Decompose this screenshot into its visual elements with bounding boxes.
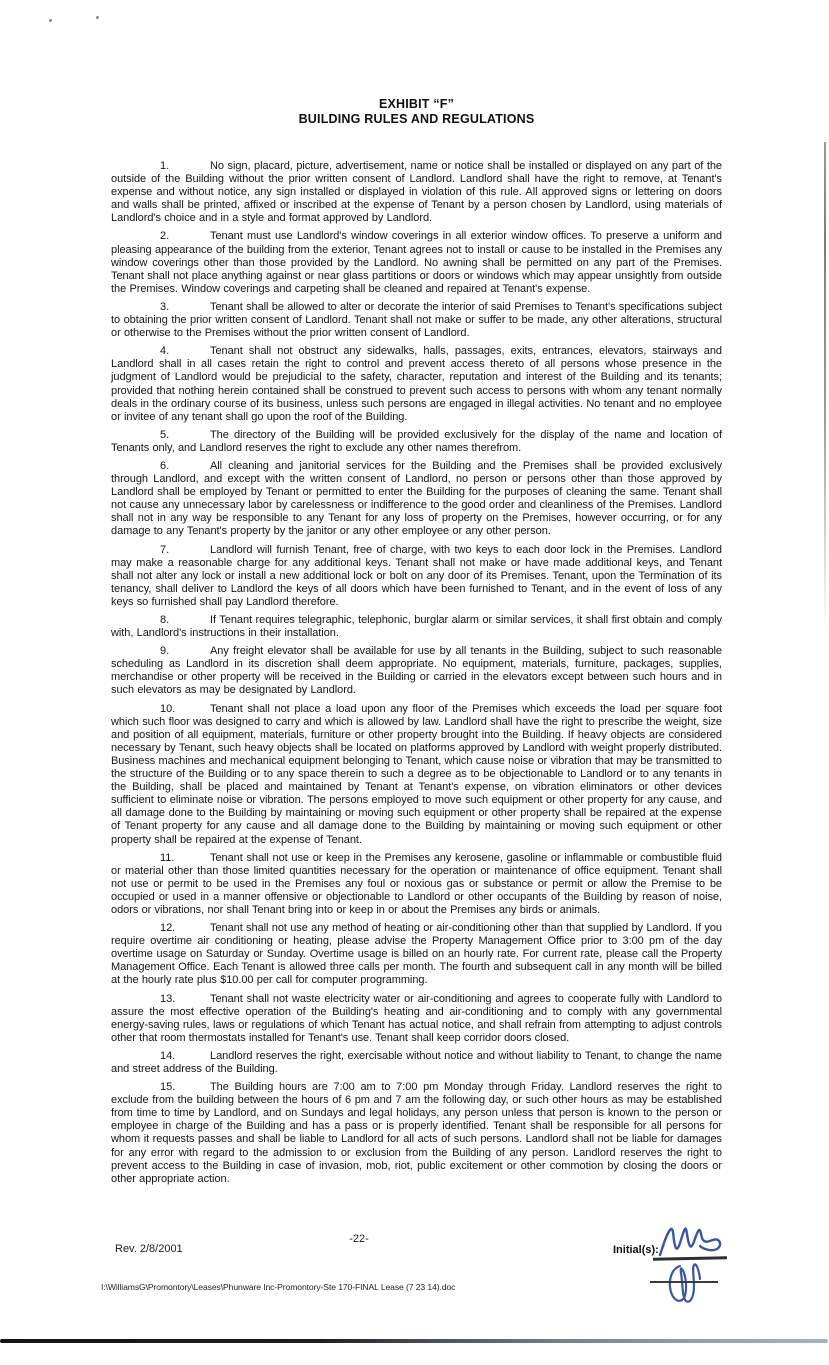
paragraph-text: The Building hours are 7:00 am to 7:00 pm Monday through Friday. Landlord reserves the right to exclude from the building between the hours of 6 pm and 7 am the following day, or such other hours as may be established from time to time by Landlord, and on Sundays and legal holidays, any person unless that person is known to the person or employee in charge of the Building and has a pass or is properly identified. Tenant shall be responsible for all persons for whom it requests passes and shall be liable to Landlord for all acts of such persons. Landlord shall not be liable for damages for any error with regard to the admission to or exclusion from the Building of any person. Landlord reserves the right to prevent access to the Building in case of invasion, mob, riot, public excitement or other commotion by closing the doors or other appropriate action.: [111, 1081, 722, 1185]
paragraph-text: Tenant shall be allowed to alter or decorate the interior of said Premises to Tenant's specifications subject to obtaining the prior written consent of Landlord. Tenant shall not make or suffer to be made, any other alterations, structural or otherwise to the Premises without the prior written consent of Landlord.: [111, 300, 722, 340]
paragraph-number: 10.: [160, 702, 176, 715]
paragraph-text: No sign, placard, picture, advertisement, name or notice shall be installed or displayed on any part of the outside of the Building without the prior written consent of Landlord. Landlord shall have the right to remove, at Tenant's expense and without notice, any sign installed or displayed in violation of this rule. All approved signs or lettering on doors and walls shall be printed, affixed or inscribed at the expense of Tenant by a person chosen by Landlord, using materials of Landlord's choice and in a style and format approved by Landlord.: [111, 160, 722, 225]
rule-paragraph-4: [111, 345, 722, 424]
paragraph-number: 3.: [160, 300, 170, 313]
paragraph-text: Tenant shall not obstruct any sidewalks, halls, passages, exits, entrances, elevators, stairways and Landlord shall in all cases retain the right to control and prevent access thereto of all persons whose presence in the judgment of Landlord would be prejudicial to the safety, character, reputation and interest of the Building and its tenants; provided that nothing herein contained shall be construed to prevent such access to persons with whom any tenant normally deals in the ordinary course of its business, unless such persons are engaged in illegal activities. No tenant and no employee or invitee of any tenant shall go upon the roof of the Building.: [111, 345, 722, 423]
document-file-path: I:\WilliamsG\Promontory\Leases\Phunware Inc-Promontory-Ste 170-FINAL Lease (7 23 14).doc: [101, 1282, 456, 1292]
rule-paragraph-6: [111, 460, 722, 539]
paragraph-number: 14.: [160, 1049, 176, 1062]
rule-paragraph-14: [111, 1050, 722, 1076]
scan-bottom-line-artifact: [0, 1339, 828, 1343]
initials-signature-1: [657, 1224, 725, 1258]
paragraph-text: If Tenant requires telegraphic, telephonic, burglar alarm or similar services, it shall first obtain and comply with, Landlord's instructions in their installation.: [111, 614, 722, 640]
rule-paragraph-12: [111, 922, 722, 987]
paragraph-text: The directory of the Building will be provided exclusively for the display of the name and location of Tenants only, and Landlord reserves the right to exclude any other names therefrom.: [111, 428, 722, 454]
rule-paragraph-2: [111, 230, 722, 295]
paragraph-number: 6.: [160, 459, 170, 472]
paragraph-number: 9.: [160, 645, 170, 658]
rule-paragraph-9: [111, 645, 722, 697]
rule-paragraph-1: [111, 160, 722, 225]
document-title: [111, 97, 722, 127]
paragraph-text: All cleaning and janitorial services for the Building and the Premises shall be provided exclusively through Landlord, and except with the written consent of Landlord, no person or persons other than those approved by Landlord shall be employed by Tenant or permitted to enter the Building for the purposes of cleaning the same. Tenant shall not cause any unnecessary labor by carelessness or indifference to the good order and cleanliness of the Premises. Landlord shall not in any way be responsible to any Tenant for any loss of property on the Premises, however occurring, or for any damage to any Tenant's property by the janitor or any other employee or any other person.: [111, 459, 722, 538]
paragraph-number: 8.: [160, 614, 170, 626]
initials-signature-2: [662, 1260, 708, 1306]
paragraph-number: 5.: [160, 428, 170, 441]
page-number: -22-: [349, 1233, 369, 1245]
rule-paragraph-7: [111, 544, 722, 609]
paragraph-text: Any freight elevator shall be available for use by all tenants in the Building, subject to such reasonable scheduling as Landlord in its discretion shall deem appropriate. No equipment, materials, furniture, packages, supplies, merchandise or other property will be received in the Building or carried in the elevators except between such hours and in such elevators as may be designated by Landlord.: [111, 645, 722, 697]
exhibit-title: EXHIBIT “F”: [378, 97, 455, 111]
rule-paragraph-10: [111, 703, 722, 847]
document-body: [111, 97, 722, 1191]
paragraph-text: Tenant shall not use any method of heating or air-conditioning other than that supplied by Landlord. If you require overtime air conditioning or heating, please advise the Property Management Office prior to 3:00 pm of the day overtime usage on Saturday or Sunday. Overtime usage is billed on an hourly rate. For current rate, please call the Property Management Office. Each Tenant is allowed three calls per month. The fourth and subsequent call in any month will be billed at the hourly rate plus $10.00 per call for computer programming.: [111, 922, 722, 987]
paragraph-number: 11.: [160, 851, 175, 864]
paragraph-text: Tenant shall not place a load upon any floor of the Premises which exceeds the load per square foot which such floor was designed to carry and which is allowed by law. Landlord shall have the right to prescribe the weight, size and position of all equipment, materials, furniture or other property brought into the Building. If heavy objects are considered necessary by Tenant, such heavy objects shall be located on platforms approved by Landlord with weight properly distributed. Business machines and mechanical equipment belonging to Tenant, which cause noise or vibration that may be transmitted to the structure of the Building or to any space therein to such a degree as to be objectionable to Landlord or to any tenants in the Building, shall be placed and maintained by Tenant at Tenant's expense, on vibration eliminators or other devices sufficient to eliminate noise or vibration. The persons employed to move such equipment or other property for any cause, and all damage done to the Building by maintaining or moving such equipment or other property shall be repaired at the expense of Tenant property for any cause and all damage done to the Building by maintaining or moving such equipment or other property shall be repaired at the expense of Tenant.: [111, 702, 722, 846]
revision-date: Rev. 2/8/2001: [115, 1243, 183, 1255]
paragraph-number: 15.: [160, 1081, 176, 1094]
initials-block: [645, 1222, 745, 1312]
rule-paragraph-13: [111, 993, 722, 1045]
rules-list: [111, 160, 722, 1186]
paragraph-number: 1.: [160, 160, 170, 172]
paragraph-number: 4.: [160, 345, 170, 358]
paragraph-number: 2.: [160, 230, 170, 243]
paragraph-text: Tenant must use Landlord's window coverings in all exterior window offices. To preserve a uniform and pleasing appearance of the building from the exterior, Tenant agrees not to install or cause to be installed in the Premises any window coverings other than those provided by the Landlord. No awning shall be permitted on any part of the Premises. Tenant shall not place anything against or near glass partitions or doors or windows which may appear unsightly from outside the Premises. Window coverings and carpeting shall be cleaned and repaired at Tenant's expense.: [111, 230, 722, 295]
paragraph-text: Tenant shall not waste electricity water or air-conditioning and agrees to cooperate fully with Landlord to assure the most effective operation of the Building's heating and air-conditioning and to comply with any governmental energy-saving rules, laws or regulations of which Tenant has actual notice, and shall refrain from attempting to adjust controls other that room thermostats installed for Tenant's use. Tenant shall keep corridor doors closed.: [111, 992, 722, 1044]
paragraph-text: Landlord reserves the right, exercisable without notice and without liability to Tenant, to change the name and street address of the Building.: [111, 1049, 722, 1075]
scan-speck: [96, 16, 99, 19]
scan-edge-artifact: [824, 142, 826, 632]
rules-title: BUILDING RULES AND REGULATIONS: [298, 112, 535, 126]
rule-paragraph-11: [111, 852, 722, 917]
scan-speck: [49, 19, 52, 22]
rule-paragraph-8: [111, 614, 722, 640]
paragraph-text: Tenant shall not use or keep in the Premises any kerosene, gasoline or inflammable or combustible fluid or material other than those limited quantities necessary for the operation or maintenance of office equipment. Tenant shall not use or permit to be used in the Premises any foul or noxious gas or substance or permit or allow the Premise to be occupied or used in a manner offensive or objectionable to Landlord or other occupants of the Building by reason of noise, odors or vibrations, nor shall Tenant bring into or keep in or about the Premises any birds or animals.: [111, 851, 722, 916]
rule-paragraph-3: [111, 301, 722, 340]
paragraph-number: 12.: [160, 922, 176, 935]
rule-paragraph-5: [111, 429, 722, 455]
initials-label: Initial(s):: [613, 1244, 659, 1256]
rule-paragraph-15: [111, 1081, 722, 1186]
paragraph-text: Landlord will furnish Tenant, free of charge, with two keys to each door lock in the Premises. Landlord may make a reasonable charge for any additional keys. Tenant shall not make or have made additional keys, and Tenant shall not alter any lock or install a new additional lock or bolt on any door of its Premises. Tenant, upon the Termination of its tenancy, shall deliver to Landlord the keys of all doors which have been furnished to Tenant, and in the event of loss of any keys so furnished shall pay Landlord therefore.: [111, 543, 722, 608]
paragraph-number: 7.: [160, 543, 170, 556]
paragraph-number: 13.: [160, 992, 176, 1005]
initials-line-2: [650, 1281, 718, 1283]
